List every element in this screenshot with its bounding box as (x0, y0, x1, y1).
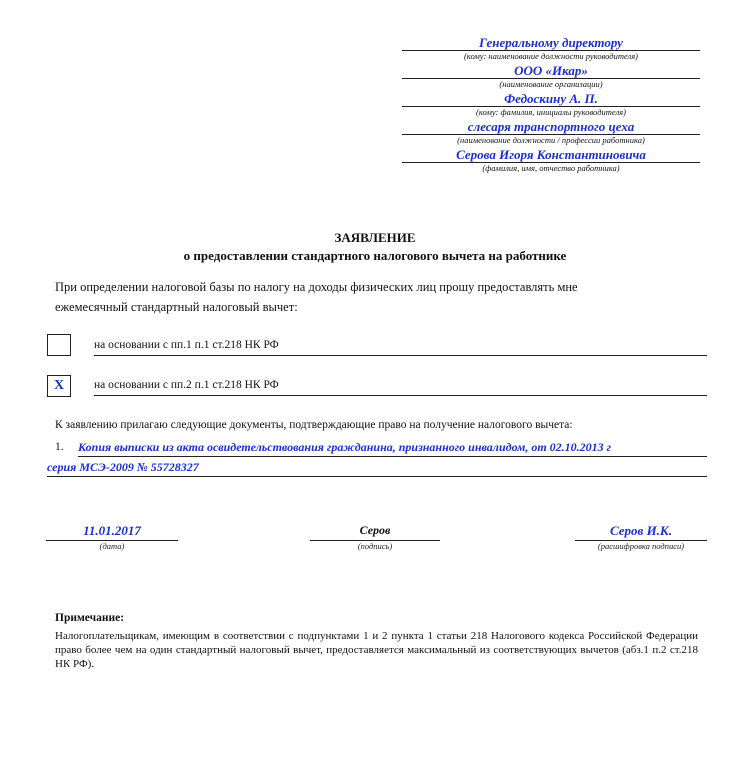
director-name-hint: (кому: фамилия, инициалы руководителя) (476, 107, 626, 117)
intro-text (55, 277, 705, 317)
addressee-position-value: Генеральному директору (402, 35, 700, 51)
employee-position-row (402, 119, 700, 146)
organization-value: ООО «Икар» (402, 63, 700, 79)
option-1-checkbox[interactable] (47, 334, 71, 356)
document-item-text-2: серия МСЭ-2009 № 55728327 (47, 460, 199, 474)
document-item-line-1 (78, 438, 707, 457)
document-subtitle: о предоставлении стандартного налогового вычета на работнике (183, 248, 567, 263)
addressee-position-row (402, 35, 700, 62)
organization-row (402, 63, 700, 90)
addressee-position-hint: (кому: наименование должности руководителя) (463, 51, 639, 61)
date-hint: (дата) (99, 541, 125, 551)
employee-position-value: слесаря транспортного цеха (402, 119, 700, 135)
signature-hint: (подпись) (357, 541, 393, 551)
documents-intro: К заявлению прилагаю следующие документы, подтверждающие право на получение налогового вычета: (55, 419, 573, 431)
name-decoding-value: Серов И.К. (575, 523, 707, 541)
document-title: ЗАЯВЛЕНИЕ (334, 230, 416, 245)
name-decoding-hint: (расшифровка подписи) (597, 541, 685, 551)
employee-position-hint: (наименование должности / профессии работника) (457, 135, 645, 145)
director-name-value: Федоскину А. П. (402, 91, 700, 107)
option-1-label: на основании с пп.1 п.1 ст.218 НК РФ (94, 339, 707, 356)
date-value: 11.01.2017 (46, 523, 178, 541)
note-text: Налогоплательщикам, имеющим в соответствии с подпунктами 1 и 2 пункта 1 статьи 218 Налогового кодекса Российской Федерации право более чем на один стандартный налоговый вычет, предоставляется максимальный из соответствующих вычетов (абз.1 п.2 ст.218 НК РФ). (55, 630, 698, 670)
option-2-label: на основании с пп.2 п.1 ст.218 НК РФ (94, 379, 707, 396)
employee-name-row (402, 147, 700, 174)
intro-line-1: При определении налоговой базы по налогу на доходы физических лиц прошу предоставлять мне (55, 280, 578, 294)
name-decoding-field (575, 523, 707, 551)
signature-value: Серов (310, 523, 440, 541)
employee-name-value: Серова Игоря Константиновича (402, 147, 700, 163)
document-item-text-1: Копия выписки из акта освидетельствования гражданина, признанного инвалидом, от 02.10.2013 г (78, 440, 612, 454)
document-item-line-2 (47, 458, 707, 477)
date-field (46, 523, 178, 551)
organization-hint: (наименование организации) (499, 79, 603, 89)
option-2-checkbox[interactable]: X (47, 375, 71, 397)
signature-field (310, 523, 440, 551)
director-name-row (402, 91, 700, 118)
note-title: Примечание: (55, 612, 125, 624)
employee-name-hint: (фамилия, имя, отчество работника) (482, 163, 620, 173)
intro-line-2: ежемесячный стандартный налоговый вычет: (55, 300, 298, 314)
document-item-number: 1. (55, 441, 64, 453)
